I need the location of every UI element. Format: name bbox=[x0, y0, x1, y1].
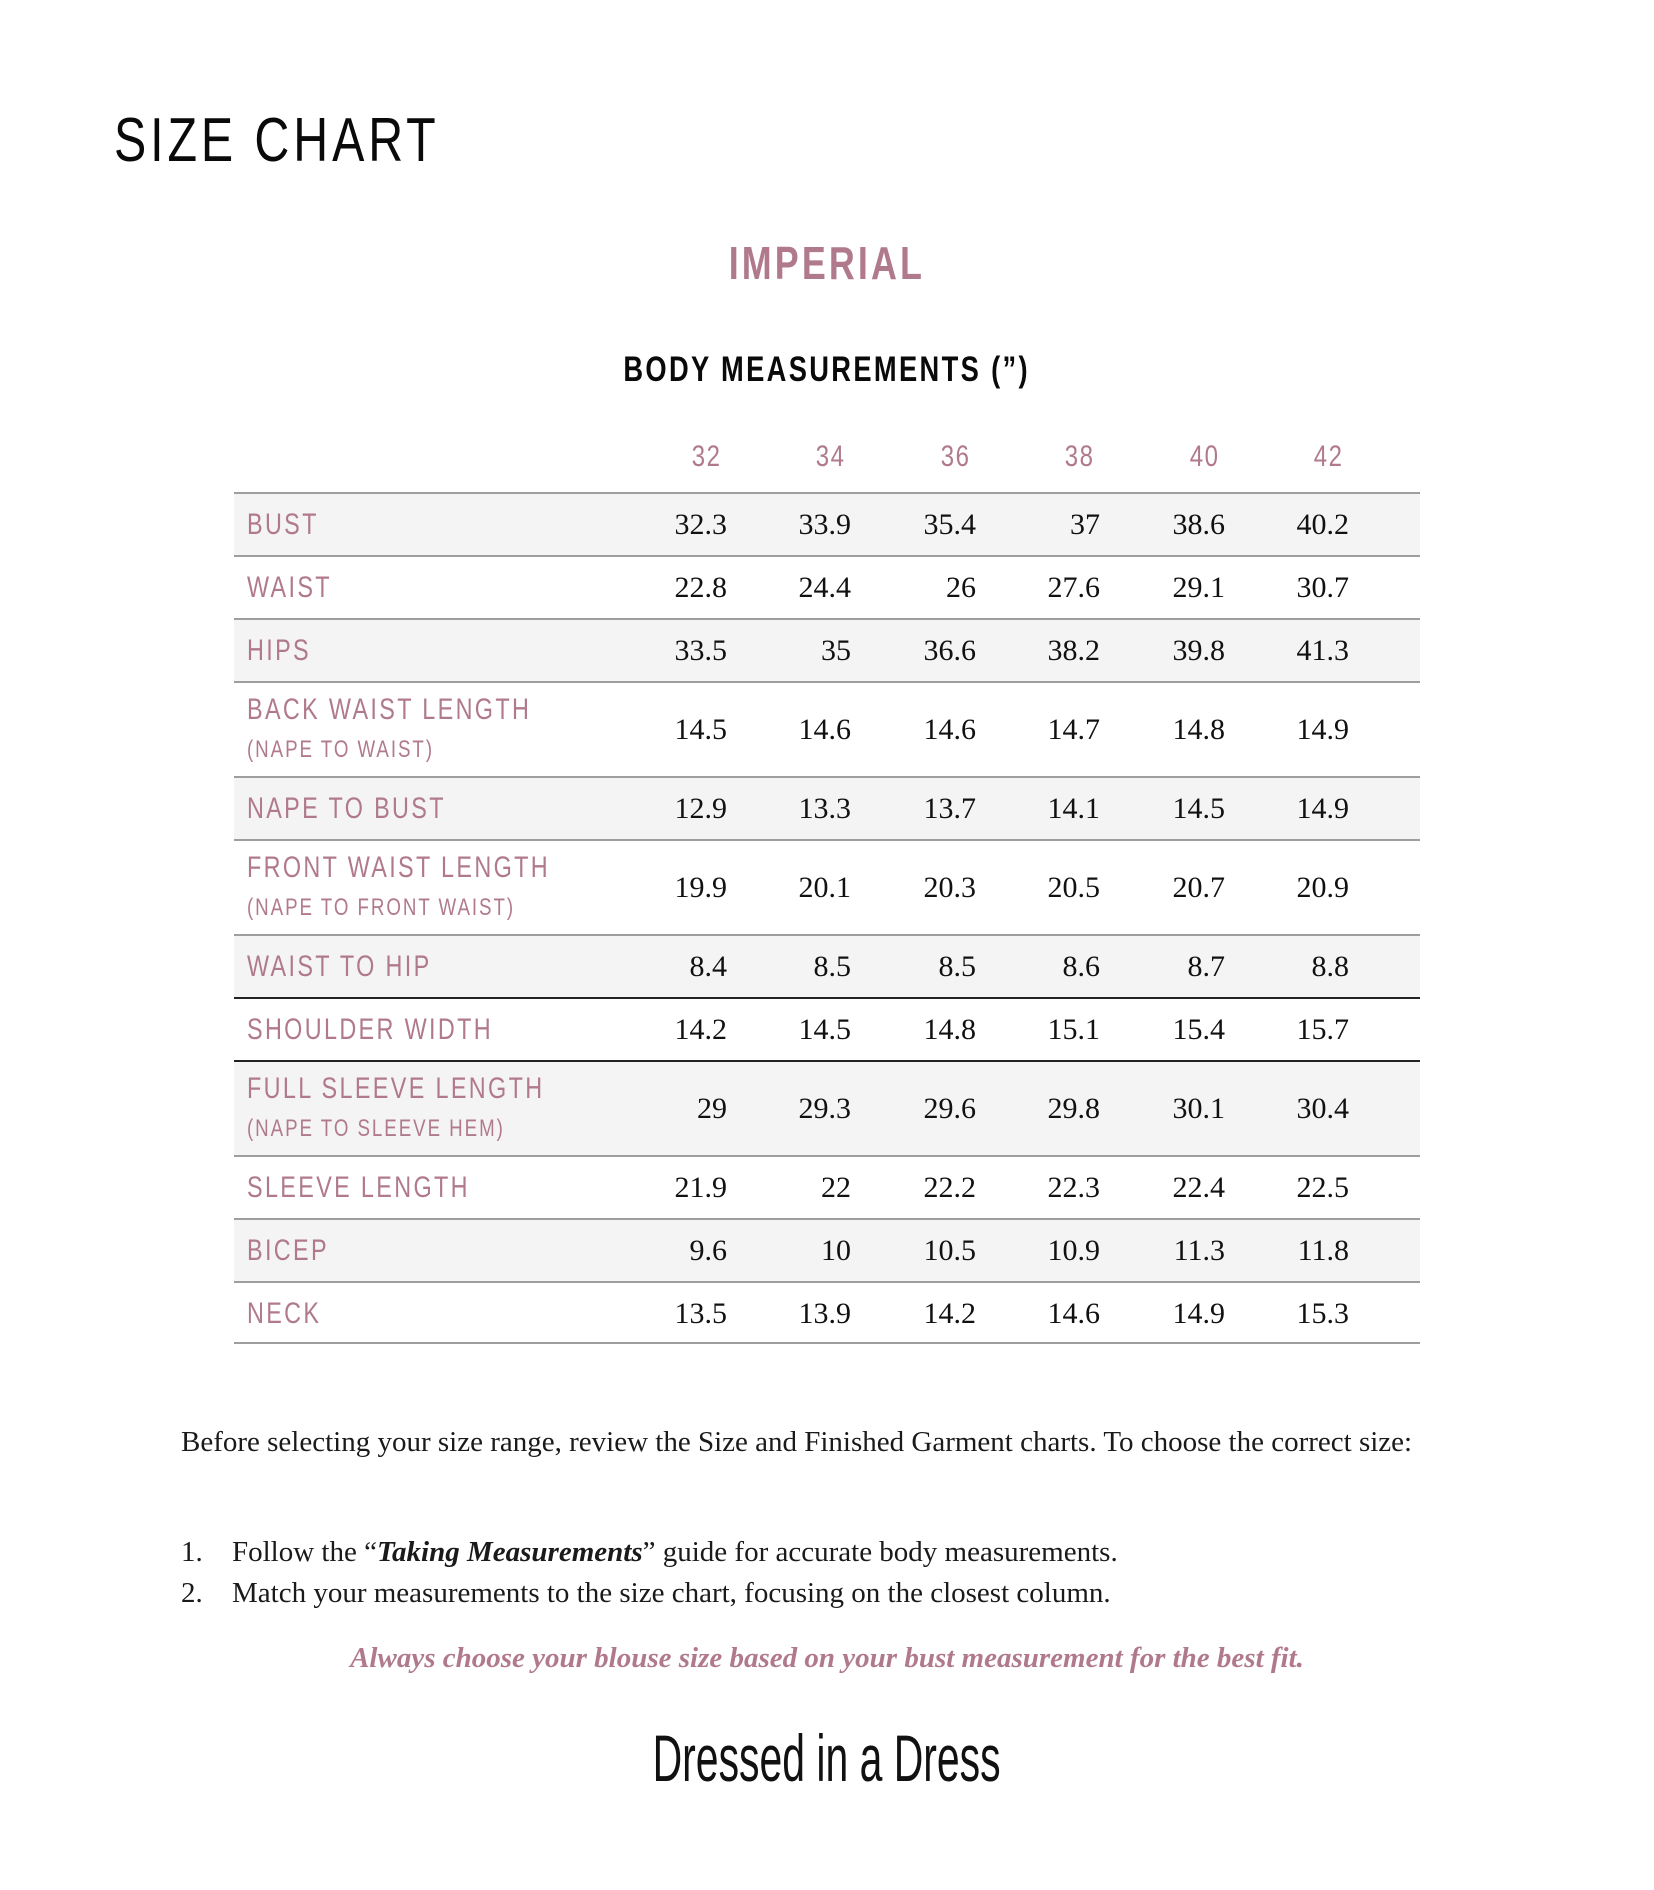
measurement-cell: 30.7 bbox=[1296, 571, 1349, 604]
measurement-cell: 15.4 bbox=[1172, 1013, 1225, 1046]
row-label-main: HIPS bbox=[247, 634, 311, 667]
table-header-row bbox=[234, 430, 1420, 492]
measurement-cell: 15.7 bbox=[1296, 1013, 1349, 1046]
measurement-cell: 8.6 bbox=[1062, 950, 1100, 983]
measurement-cell: 20.9 bbox=[1296, 871, 1349, 904]
step-text-after: ” guide for accurate body measurements. bbox=[642, 1536, 1118, 1568]
measurement-cell: 33.9 bbox=[798, 508, 851, 541]
measurement-cell: 22.4 bbox=[1172, 1171, 1225, 1204]
measurement-cell: 14.8 bbox=[923, 1013, 976, 1046]
step-item bbox=[181, 1573, 1511, 1614]
column-header: 32 bbox=[692, 440, 722, 473]
measurement-cell: 20.5 bbox=[1047, 871, 1100, 904]
measurement-cell: 29.1 bbox=[1172, 571, 1225, 604]
measurement-cell: 20.7 bbox=[1172, 871, 1225, 904]
table-row bbox=[234, 934, 1420, 997]
measurement-cell: 14.2 bbox=[923, 1297, 976, 1330]
measurement-cell: 33.5 bbox=[674, 634, 727, 667]
table-row bbox=[234, 555, 1420, 618]
table-row bbox=[234, 776, 1420, 839]
measurement-cell: 8.4 bbox=[689, 950, 727, 983]
row-label-main: SLEEVE LENGTH bbox=[247, 1171, 470, 1204]
measurement-cell: 14.8 bbox=[1172, 713, 1225, 746]
row-label-main: NAPE TO BUST bbox=[247, 792, 446, 825]
measurement-cell: 41.3 bbox=[1296, 634, 1349, 667]
row-label bbox=[247, 851, 635, 923]
measurement-cell: 20.1 bbox=[798, 871, 851, 904]
row-label bbox=[247, 634, 329, 668]
measurement-cell: 38.2 bbox=[1047, 634, 1100, 667]
measurement-cell: 30.1 bbox=[1172, 1092, 1225, 1125]
measurement-cell: 30.4 bbox=[1296, 1092, 1349, 1125]
measurement-cell: 9.6 bbox=[689, 1234, 727, 1267]
measurement-cell: 14.5 bbox=[674, 713, 727, 746]
step-text-before: Follow the “ bbox=[232, 1536, 377, 1568]
step-number: 2. bbox=[181, 1577, 203, 1609]
column-header: 34 bbox=[816, 440, 846, 473]
measurement-cell: 38.6 bbox=[1172, 508, 1225, 541]
measurement-cell: 13.3 bbox=[798, 792, 851, 825]
row-label-sub: (NAPE TO WAIST) bbox=[247, 736, 435, 763]
table-row bbox=[234, 492, 1420, 555]
measurement-cell: 10.9 bbox=[1047, 1234, 1100, 1267]
measurement-cell: 13.7 bbox=[923, 792, 976, 825]
column-header: 42 bbox=[1314, 440, 1344, 473]
measurement-cell: 14.6 bbox=[923, 713, 976, 746]
measurement-cell: 24.4 bbox=[798, 571, 851, 604]
table-row bbox=[234, 1155, 1420, 1218]
measurement-cell: 39.8 bbox=[1172, 634, 1225, 667]
row-label-main: BACK WAIST LENGTH bbox=[247, 693, 532, 726]
measurement-cell: 21.9 bbox=[674, 1171, 727, 1204]
measurement-cell: 26 bbox=[946, 571, 976, 604]
row-label bbox=[247, 571, 356, 605]
table-row bbox=[234, 997, 1420, 1060]
measurement-cell: 14.5 bbox=[1172, 792, 1225, 825]
measurement-cell: 35.4 bbox=[923, 508, 976, 541]
steps-list bbox=[181, 1532, 1511, 1614]
row-label bbox=[247, 1013, 562, 1047]
row-label bbox=[247, 1072, 628, 1144]
measurement-cell: 37 bbox=[1070, 508, 1100, 541]
row-label-main: NECK bbox=[247, 1297, 322, 1330]
measurement-cell: 22 bbox=[821, 1171, 851, 1204]
measurement-cell: 14.5 bbox=[798, 1013, 851, 1046]
page-title: SIZE CHART bbox=[114, 106, 440, 175]
brand-name: Dressed in a Dress bbox=[653, 1721, 1001, 1795]
measurement-cell: 14.2 bbox=[674, 1013, 727, 1046]
table-body bbox=[234, 492, 1420, 1344]
column-header: 38 bbox=[1065, 440, 1095, 473]
measurement-cell: 8.8 bbox=[1311, 950, 1349, 983]
measurement-cell: 27.6 bbox=[1047, 571, 1100, 604]
column-header: 40 bbox=[1190, 440, 1220, 473]
row-label-main: SHOULDER WIDTH bbox=[247, 1013, 493, 1046]
step-number: 1. bbox=[181, 1536, 203, 1568]
measurement-cell: 13.9 bbox=[798, 1297, 851, 1330]
table-row bbox=[234, 1218, 1420, 1281]
measurement-cell: 10.5 bbox=[923, 1234, 976, 1267]
step-text-before: Match your measurements to the size chart, focusing on the closest column. bbox=[232, 1577, 1111, 1609]
table-row bbox=[234, 839, 1420, 934]
step-item bbox=[181, 1532, 1511, 1573]
row-label-main: BICEP bbox=[247, 1234, 329, 1267]
row-label-main: WAIST TO HIP bbox=[247, 950, 432, 983]
row-label-main: BUST bbox=[247, 508, 319, 541]
subsection-title bbox=[0, 350, 1654, 390]
size-chart-table bbox=[234, 430, 1420, 1344]
measurement-cell: 14.6 bbox=[1047, 1297, 1100, 1330]
measurement-cell: 20.3 bbox=[923, 871, 976, 904]
measurement-cell: 15.3 bbox=[1296, 1297, 1349, 1330]
table-row bbox=[234, 1060, 1420, 1155]
measurement-cell: 8.5 bbox=[813, 950, 851, 983]
step-emphasis: Taking Measurements bbox=[377, 1536, 643, 1568]
measurement-cell: 11.8 bbox=[1297, 1234, 1349, 1267]
row-label bbox=[247, 1234, 352, 1268]
measurement-cell: 22.5 bbox=[1296, 1171, 1349, 1204]
measurement-cell: 22.3 bbox=[1047, 1171, 1100, 1204]
fit-tip: Always choose your blouse size based on your bust measurement for the best fit. bbox=[350, 1642, 1304, 1674]
row-label-main: WAIST bbox=[247, 571, 332, 604]
measurement-cell: 8.5 bbox=[938, 950, 976, 983]
intro-paragraph: Before selecting your size range, review the Size and Finished Garment charts. To choose the correct size: bbox=[181, 1426, 1413, 1458]
measurement-cell: 11.3 bbox=[1173, 1234, 1225, 1267]
measurement-cell: 19.9 bbox=[674, 871, 727, 904]
measurement-cell: 29.6 bbox=[923, 1092, 976, 1125]
measurement-cell: 40.2 bbox=[1296, 508, 1349, 541]
measurement-cell: 22.2 bbox=[923, 1171, 976, 1204]
measurement-cell: 8.7 bbox=[1187, 950, 1225, 983]
row-label bbox=[247, 1297, 342, 1331]
row-label bbox=[247, 792, 502, 826]
table-row bbox=[234, 681, 1420, 776]
section-title bbox=[0, 238, 1654, 288]
measurement-cell: 36.6 bbox=[923, 634, 976, 667]
row-label-sub: (NAPE TO FRONT WAIST) bbox=[247, 894, 516, 921]
measurement-cell: 22.8 bbox=[674, 571, 727, 604]
row-label-sub: (NAPE TO SLEEVE HEM) bbox=[247, 1115, 505, 1142]
measurement-cell: 29.8 bbox=[1047, 1092, 1100, 1125]
measurement-cell: 14.1 bbox=[1047, 792, 1100, 825]
measurement-cell: 29.3 bbox=[798, 1092, 851, 1125]
measurement-cell: 14.9 bbox=[1172, 1297, 1225, 1330]
measurement-cell: 10 bbox=[821, 1234, 851, 1267]
measurement-cell: 14.9 bbox=[1296, 792, 1349, 825]
measurement-cell: 13.5 bbox=[674, 1297, 727, 1330]
row-label bbox=[247, 950, 484, 984]
section-title-text: IMPERIAL bbox=[728, 237, 926, 289]
row-label bbox=[247, 508, 339, 542]
measurement-cell: 14.7 bbox=[1047, 713, 1100, 746]
measurement-cell: 12.9 bbox=[674, 792, 727, 825]
row-label bbox=[247, 693, 611, 765]
brand-logo bbox=[0, 1722, 1654, 1794]
row-label bbox=[247, 1171, 533, 1205]
subsection-title-text: BODY MEASUREMENTS (”) bbox=[623, 350, 1031, 389]
measurement-cell: 14.9 bbox=[1296, 713, 1349, 746]
measurement-cell: 15.1 bbox=[1047, 1013, 1100, 1046]
measurement-cell: 29 bbox=[697, 1092, 727, 1125]
measurement-cell: 32.3 bbox=[674, 508, 727, 541]
row-label-main: FULL SLEEVE LENGTH bbox=[247, 1072, 545, 1105]
measurement-cell: 14.6 bbox=[798, 713, 851, 746]
table-row bbox=[234, 1281, 1420, 1344]
table-row bbox=[234, 618, 1420, 681]
column-header: 36 bbox=[941, 440, 971, 473]
measurement-cell: 35 bbox=[821, 634, 851, 667]
row-label-main: FRONT WAIST LENGTH bbox=[247, 851, 551, 884]
